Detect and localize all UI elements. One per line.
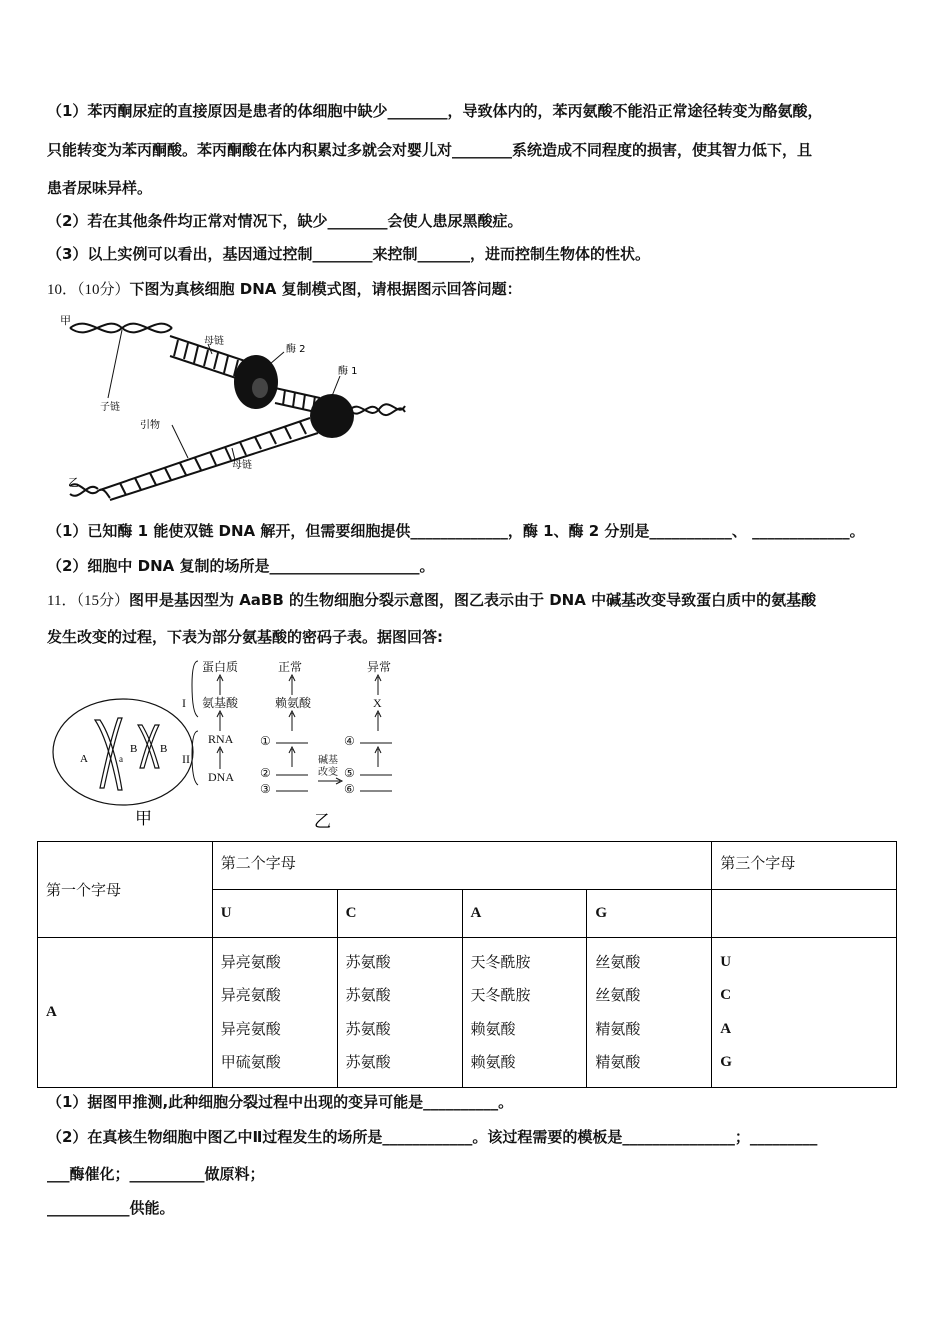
cell-division-figure: [50, 690, 200, 830]
label-enzyme-2: 酶 2: [286, 344, 306, 355]
q10-stem: [47, 279, 522, 300]
q11-stem-line2: 发生改变的过程，下表为部分氨基酸的密码子表。据图回答:: [47, 628, 444, 646]
table-cell: 苏氨酸: [345, 986, 391, 1004]
q11-number: 11．: [47, 593, 77, 609]
gene-expression-figure: [180, 655, 405, 833]
label-normal: 正常: [278, 660, 303, 674]
header-first-letter: 第一个字母: [38, 842, 213, 938]
table-cell: 苏氨酸: [345, 952, 391, 971]
table-cell: 精氨酸: [595, 1019, 641, 1038]
table-cell: 异亮氨酸: [220, 1019, 281, 1038]
label-yi: 乙: [68, 476, 79, 489]
dna-replication-diagram: [60, 308, 410, 504]
label-parent-strand-top: 母链: [204, 336, 224, 347]
column-a: [462, 938, 587, 1088]
label-lysine: 赖氨酸: [275, 696, 312, 710]
label-x: X: [373, 696, 382, 710]
label-jia: 甲: [60, 314, 71, 327]
q9-part1-line3: 患者尿味异样。: [47, 179, 153, 197]
table-cell: 精氨酸: [595, 1053, 641, 1071]
label-abnormal: 异常: [367, 660, 392, 674]
lower-parental-strand: [100, 418, 318, 500]
table-cell: 赖氨酸: [470, 1019, 516, 1038]
column-c: [337, 938, 462, 1088]
chromosome-pair-right: [138, 725, 159, 768]
allele-B-right: B: [160, 743, 168, 755]
second-letter-a: A: [462, 890, 587, 938]
label-daughter-strand: 子链: [100, 402, 120, 413]
table-cell: 丝氨酸: [595, 986, 641, 1004]
q11-part2-line3: ___________供能。: [47, 1199, 175, 1217]
allele-a: a: [119, 754, 123, 764]
table-cell: 丝氨酸: [595, 952, 641, 971]
q10-number: 10．: [47, 282, 78, 298]
q10-stem-text: 下图为真核细胞 DNA 复制模式图，请根据图示回答问题：: [129, 280, 522, 298]
table-cell: 天冬酰胺: [470, 952, 531, 971]
q10-part1: （1）已知酶 1 能使双链 DNA 解开，但需要细胞提供_____________，酶 1、酶 2 分别是___________、 _____________。: [47, 522, 865, 540]
third-letter: G: [720, 1054, 732, 1070]
label-primer: 引物: [140, 420, 160, 431]
chromosome-pair-left: [95, 718, 122, 790]
label-amino-acid: 氨基酸: [202, 696, 239, 710]
third-letter: C: [720, 987, 732, 1003]
parental-helix-left: [70, 324, 172, 333]
q11-part2-line2: ___酶催化；__________做原料；: [47, 1165, 265, 1183]
table-cell: 天冬酰胺: [470, 986, 531, 1004]
caption-jia: 甲: [135, 809, 152, 829]
codon-table: [37, 841, 897, 1088]
q10-score: （10分）: [77, 282, 130, 298]
column-u: [212, 938, 337, 1088]
allele-B-left: B: [130, 743, 138, 755]
label-protein: 蛋白质: [202, 660, 239, 674]
third-letter: A: [720, 1020, 732, 1037]
label-parent-strand-bottom: 母链: [232, 460, 252, 471]
table-cell: 赖氨酸: [470, 1053, 516, 1071]
parental-helix-right: [350, 404, 405, 415]
label-circle-3: ③: [260, 782, 271, 796]
q9-part1-line2: 只能转变为苯丙酮酸。苯丙酮酸在体内积累过多就会对婴儿对________系统造成不同程度的损害，使其智力低下，且: [47, 141, 813, 159]
table-cell: 异亮氨酸: [220, 952, 281, 971]
q11-part1: （1）据图甲推测,此种细胞分裂过程中出现的变异可能是__________。: [47, 1093, 514, 1111]
label-circle-6: ⑥: [344, 782, 355, 796]
label-base-change-1: 碱基: [318, 755, 338, 766]
column-third: [712, 938, 897, 1088]
q11-part2-line1: （2）在真核生物细胞中图乙中Ⅱ过程发生的场所是____________。该过程需要的模板是_______________；_________: [47, 1128, 818, 1146]
second-letter-c: C: [337, 890, 462, 938]
q9-part1-line1: （1）苯丙酮尿症的直接原因是患者的体细胞中缺少________，导致体内的，苯丙氨酸不能沿正常途径转变为酪氨酸，: [47, 102, 823, 120]
second-letter-u: U: [212, 890, 337, 938]
q11-score: （15分）: [76, 593, 129, 609]
table-cell: 苏氨酸: [345, 1019, 391, 1038]
third-letter: U: [720, 953, 732, 970]
cell-outline: [53, 699, 193, 805]
label-circle-5: ⑤: [344, 766, 355, 780]
q11-stem-text: 图甲是基因型为 AaBB 的生物细胞分裂示意图，图乙表示由于 DNA 中碱基改变导致蛋白质中的氨基酸: [128, 591, 817, 609]
q10-part2: （2）细胞中 DNA 复制的场所是____________________。: [47, 557, 435, 575]
label-circle-4: ④: [344, 734, 355, 748]
q11-stem-line1: [47, 590, 816, 611]
label-stage-II: II: [182, 752, 190, 766]
caption-yi: 乙: [314, 812, 331, 832]
second-letter-g: G: [587, 890, 712, 938]
column-g: [587, 938, 712, 1088]
label-circle-1: ①: [260, 734, 271, 748]
table-cell: 异亮氨酸: [220, 986, 281, 1004]
enzyme-1-blob: [310, 394, 354, 438]
first-letter-a: A: [38, 938, 213, 1088]
label-dna: DNA: [208, 770, 234, 784]
label-stage-I: I: [182, 696, 186, 710]
q9-part2: （2）若在其他条件均正常对情况下，缺少________会使人患尿黑酸症。: [47, 212, 523, 230]
label-circle-2: ②: [260, 766, 271, 780]
header-third-letter: 第三个字母: [712, 842, 897, 890]
table-cell: 苏氨酸: [345, 1053, 391, 1071]
empty-cell: [712, 890, 897, 938]
label-base-change-2: 改变: [318, 767, 338, 778]
label-enzyme-1: 酶 1: [338, 366, 358, 377]
table-cell: 甲硫氨酸: [220, 1053, 281, 1071]
q9-part3: （3）以上实例可以看出，基因通过控制________来控制_______，进而控制生物体的性状。: [47, 245, 650, 263]
allele-A: A: [80, 753, 88, 765]
label-rna: RNA: [208, 732, 234, 746]
header-second-letter: 第二个字母: [212, 842, 711, 890]
